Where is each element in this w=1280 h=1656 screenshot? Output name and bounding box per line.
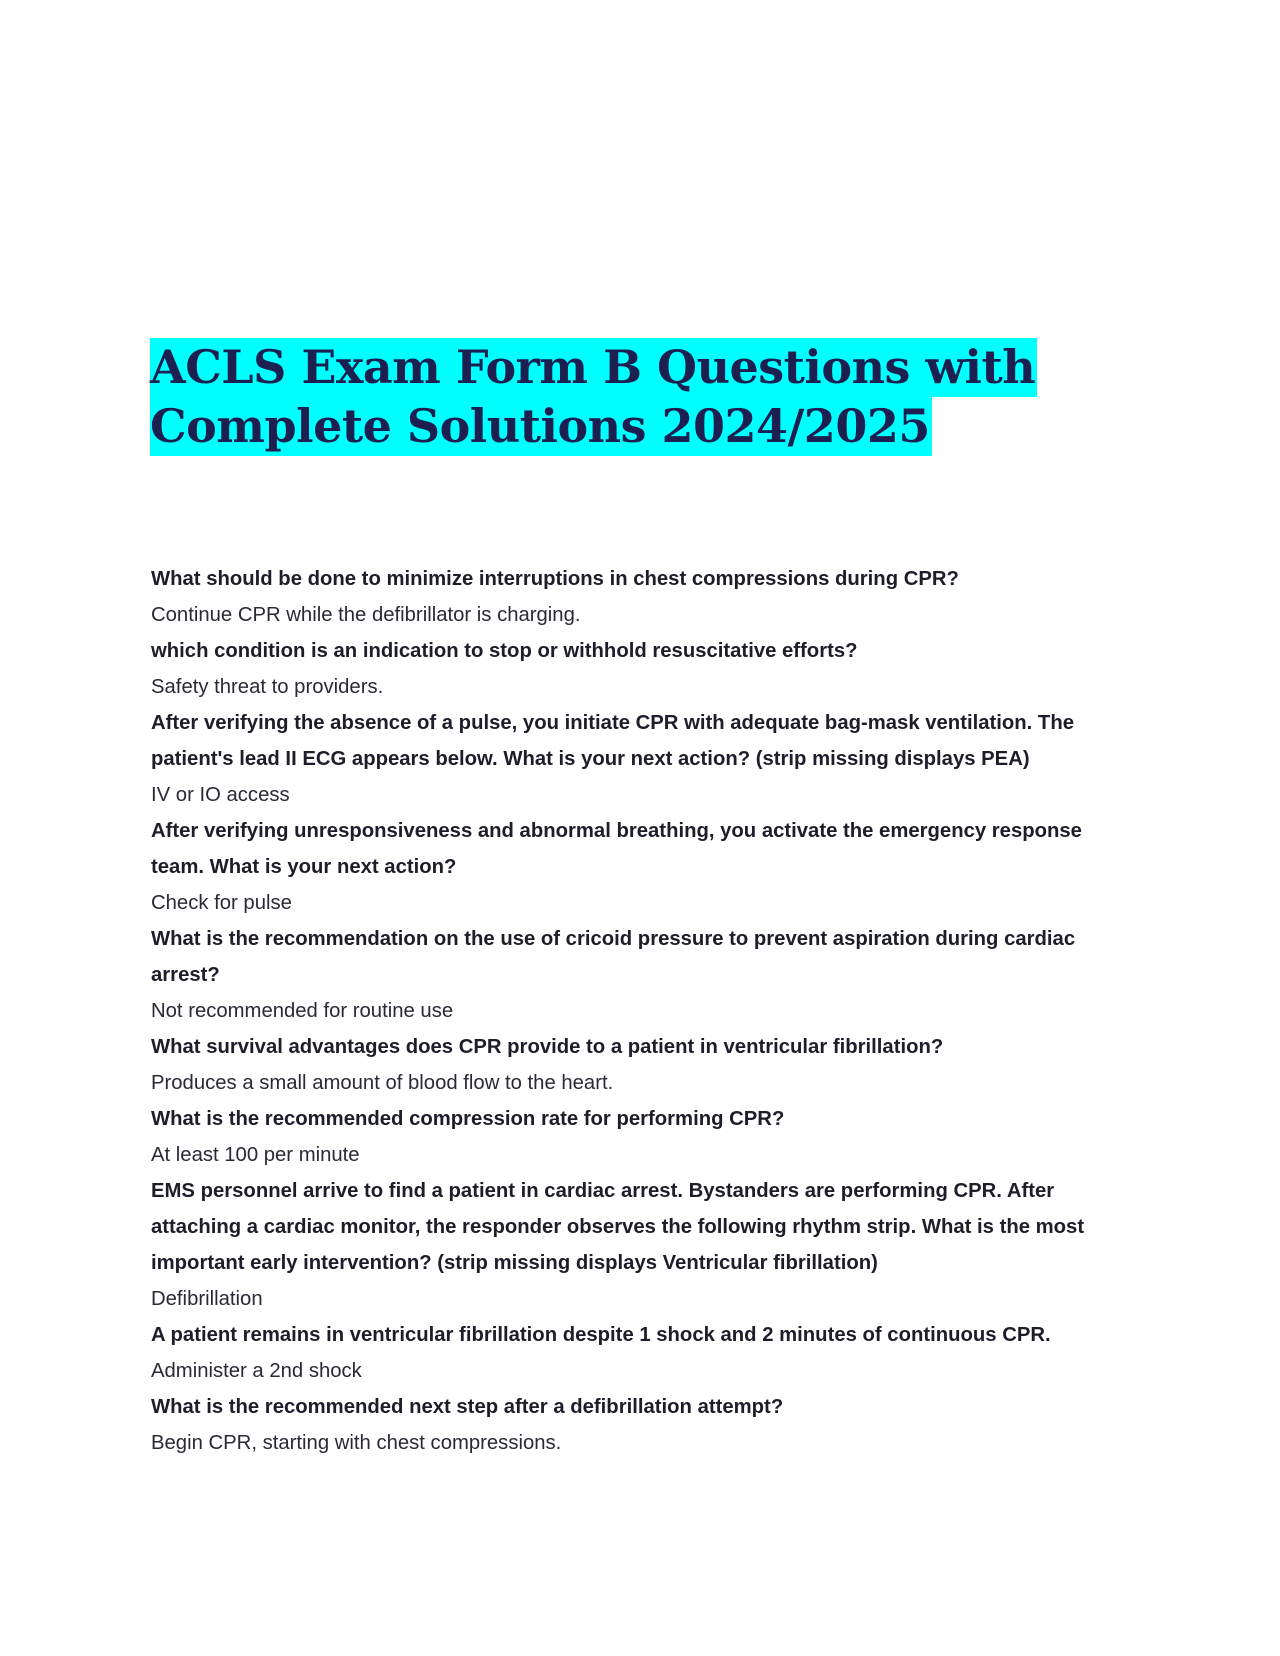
answer-text: Not recommended for routine use bbox=[151, 1000, 454, 1022]
qa-item-3 bbox=[151, 705, 1131, 813]
question-text: What should be done to minimize interruptions in chest compressions during CPR? bbox=[151, 568, 959, 590]
answer-text: IV or IO access bbox=[151, 784, 290, 806]
question-text: What survival advantages does CPR provide to a patient in ventricular fibrillation? bbox=[151, 1036, 944, 1058]
title-line-1: ACLS Exam Form B Questions with bbox=[150, 338, 1037, 397]
qa-item-4 bbox=[151, 813, 1131, 921]
answer-text: Administer a 2nd shock bbox=[151, 1360, 362, 1382]
qa-list bbox=[151, 561, 1131, 1461]
question-text: EMS personnel arrive to find a patient in cardiac arrest. Bystanders are performing CPR. After attaching a cardiac monitor, the responder observes the following rhythm strip. What is the most important early intervention? (strip missing displays Ventricular fibrillation) bbox=[151, 1180, 1085, 1274]
qa-item-1 bbox=[151, 561, 1131, 633]
qa-item-9 bbox=[151, 1317, 1131, 1389]
answer-text: Produces a small amount of blood flow to the heart. bbox=[151, 1072, 614, 1094]
title-line-2: Complete Solutions 2024/2025 bbox=[150, 397, 932, 456]
answer-text: Continue CPR while the defibrillator is charging. bbox=[151, 604, 581, 626]
question-text: What is the recommendation on the use of cricoid pressure to prevent aspiration during cardiac arrest? bbox=[151, 928, 1076, 986]
qa-item-5 bbox=[151, 921, 1131, 1029]
answer-text: Safety threat to providers. bbox=[151, 676, 384, 698]
question-text: A patient remains in ventricular fibrillation despite 1 shock and 2 minutes of continuous CPR. bbox=[151, 1324, 1051, 1346]
answer-text: Begin CPR, starting with chest compressions. bbox=[151, 1432, 562, 1454]
qa-item-10 bbox=[151, 1389, 1131, 1461]
question-text: which condition is an indication to stop or withhold resuscitative efforts? bbox=[151, 640, 858, 662]
question-text: After verifying the absence of a pulse, you initiate CPR with adequate bag-mask ventilation. The patient's lead II ECG appears below. What is your next action? (strip missing displays PEA) bbox=[151, 712, 1074, 770]
answer-text: At least 100 per minute bbox=[151, 1144, 360, 1166]
qa-item-6 bbox=[151, 1029, 1131, 1101]
question-text: What is the recommended next step after a defibrillation attempt? bbox=[151, 1396, 784, 1418]
question-text: After verifying unresponsiveness and abnormal breathing, you activate the emergency response team. What is your next action? bbox=[151, 820, 1082, 878]
qa-item-8 bbox=[151, 1173, 1131, 1317]
question-text: What is the recommended compression rate for performing CPR? bbox=[151, 1108, 785, 1130]
qa-item-7 bbox=[151, 1101, 1131, 1173]
answer-text: Defibrillation bbox=[151, 1288, 263, 1310]
answer-text: Check for pulse bbox=[151, 892, 292, 914]
qa-item-2 bbox=[151, 633, 1131, 705]
document-title bbox=[150, 338, 1150, 456]
